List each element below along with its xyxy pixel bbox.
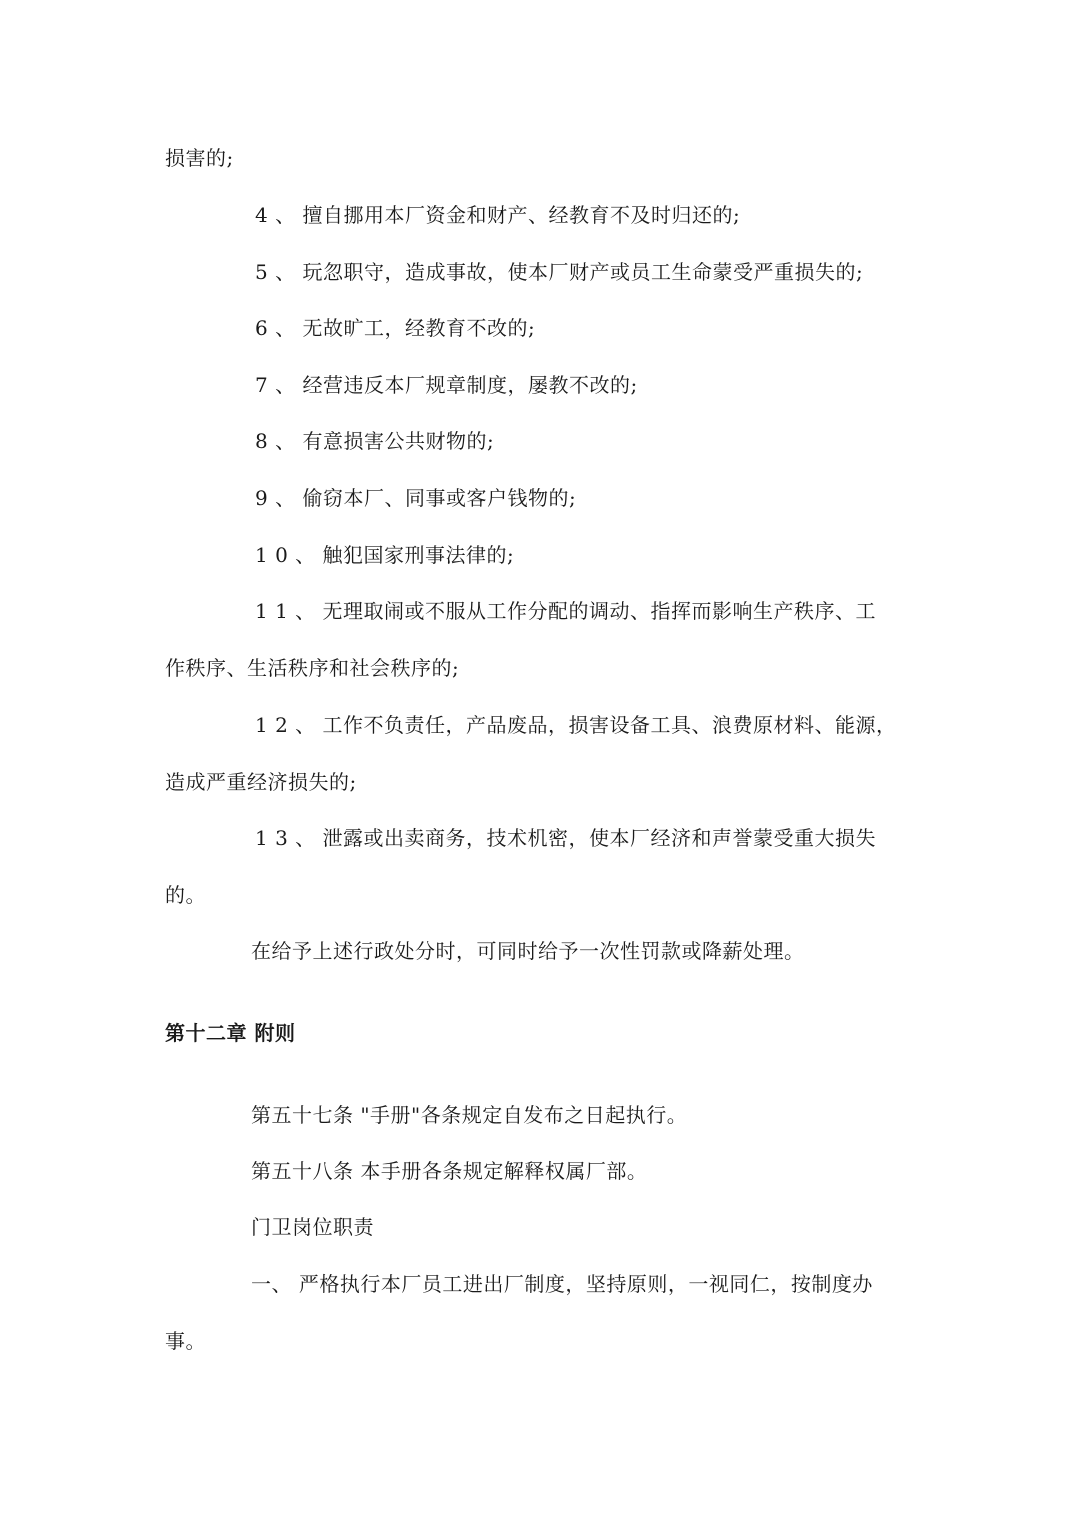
list-item-5: 5 、 玩忽职守，造成事故，使本厂财产或员工生命蒙受严重损失的; bbox=[255, 260, 864, 284]
list-item-13-cont: 的。 bbox=[165, 883, 206, 907]
list-item-8: 8 、 有意损害公共财物的; bbox=[255, 429, 495, 453]
list-item-11: 1 1 、 无理取闹或不服从工作分配的调动、指挥而影响生产秩序、工 bbox=[255, 599, 877, 623]
duty-item-1-cont: 事。 bbox=[165, 1329, 206, 1353]
list-item-4: 4 、 擅自挪用本厂资金和财产、经教育不及时归还的; bbox=[255, 203, 741, 227]
duty-item-1: 一、 严格执行本厂员工进出厂制度，坚持原则，一视同仁，按制度办 bbox=[251, 1272, 873, 1296]
list-item-10: 1 0 、 触犯国家刑事法律的; bbox=[255, 543, 515, 567]
paragraph-penalty: 在给予上述行政处分时，可同时给予一次性罚款或降薪处理。 bbox=[251, 939, 805, 963]
list-item-9: 9 、 偷窃本厂、同事或客户钱物的; bbox=[255, 486, 577, 510]
list-item-6: 6 、 无故旷工，经教育不改的; bbox=[255, 316, 536, 340]
list-item-11-cont: 作秩序、生活秩序和社会秩序的; bbox=[165, 656, 460, 680]
list-item-13: 1 3 、 泄露或出卖商务，技术机密，使本厂经济和声誉蒙受重大损失 bbox=[255, 826, 877, 850]
section-title: 门卫岗位职责 bbox=[251, 1215, 374, 1239]
list-item-7: 7 、 经营违反本厂规章制度，屡教不改的; bbox=[255, 373, 638, 397]
text-line: 损害的; bbox=[165, 146, 234, 170]
list-item-12: 1 2 、 工作不负责任，产品废品，损害设备工具、浪费原材料、能源， bbox=[255, 713, 897, 737]
article-57: 第五十七条 "手册"各条规定自发布之日起执行。 bbox=[251, 1103, 688, 1127]
chapter-heading: 第十二章 附则 bbox=[165, 1021, 296, 1045]
list-item-12-cont: 造成严重经济损失的; bbox=[165, 770, 357, 794]
article-58: 第五十八条 本手册各条规定解释权属厂部。 bbox=[251, 1159, 648, 1183]
